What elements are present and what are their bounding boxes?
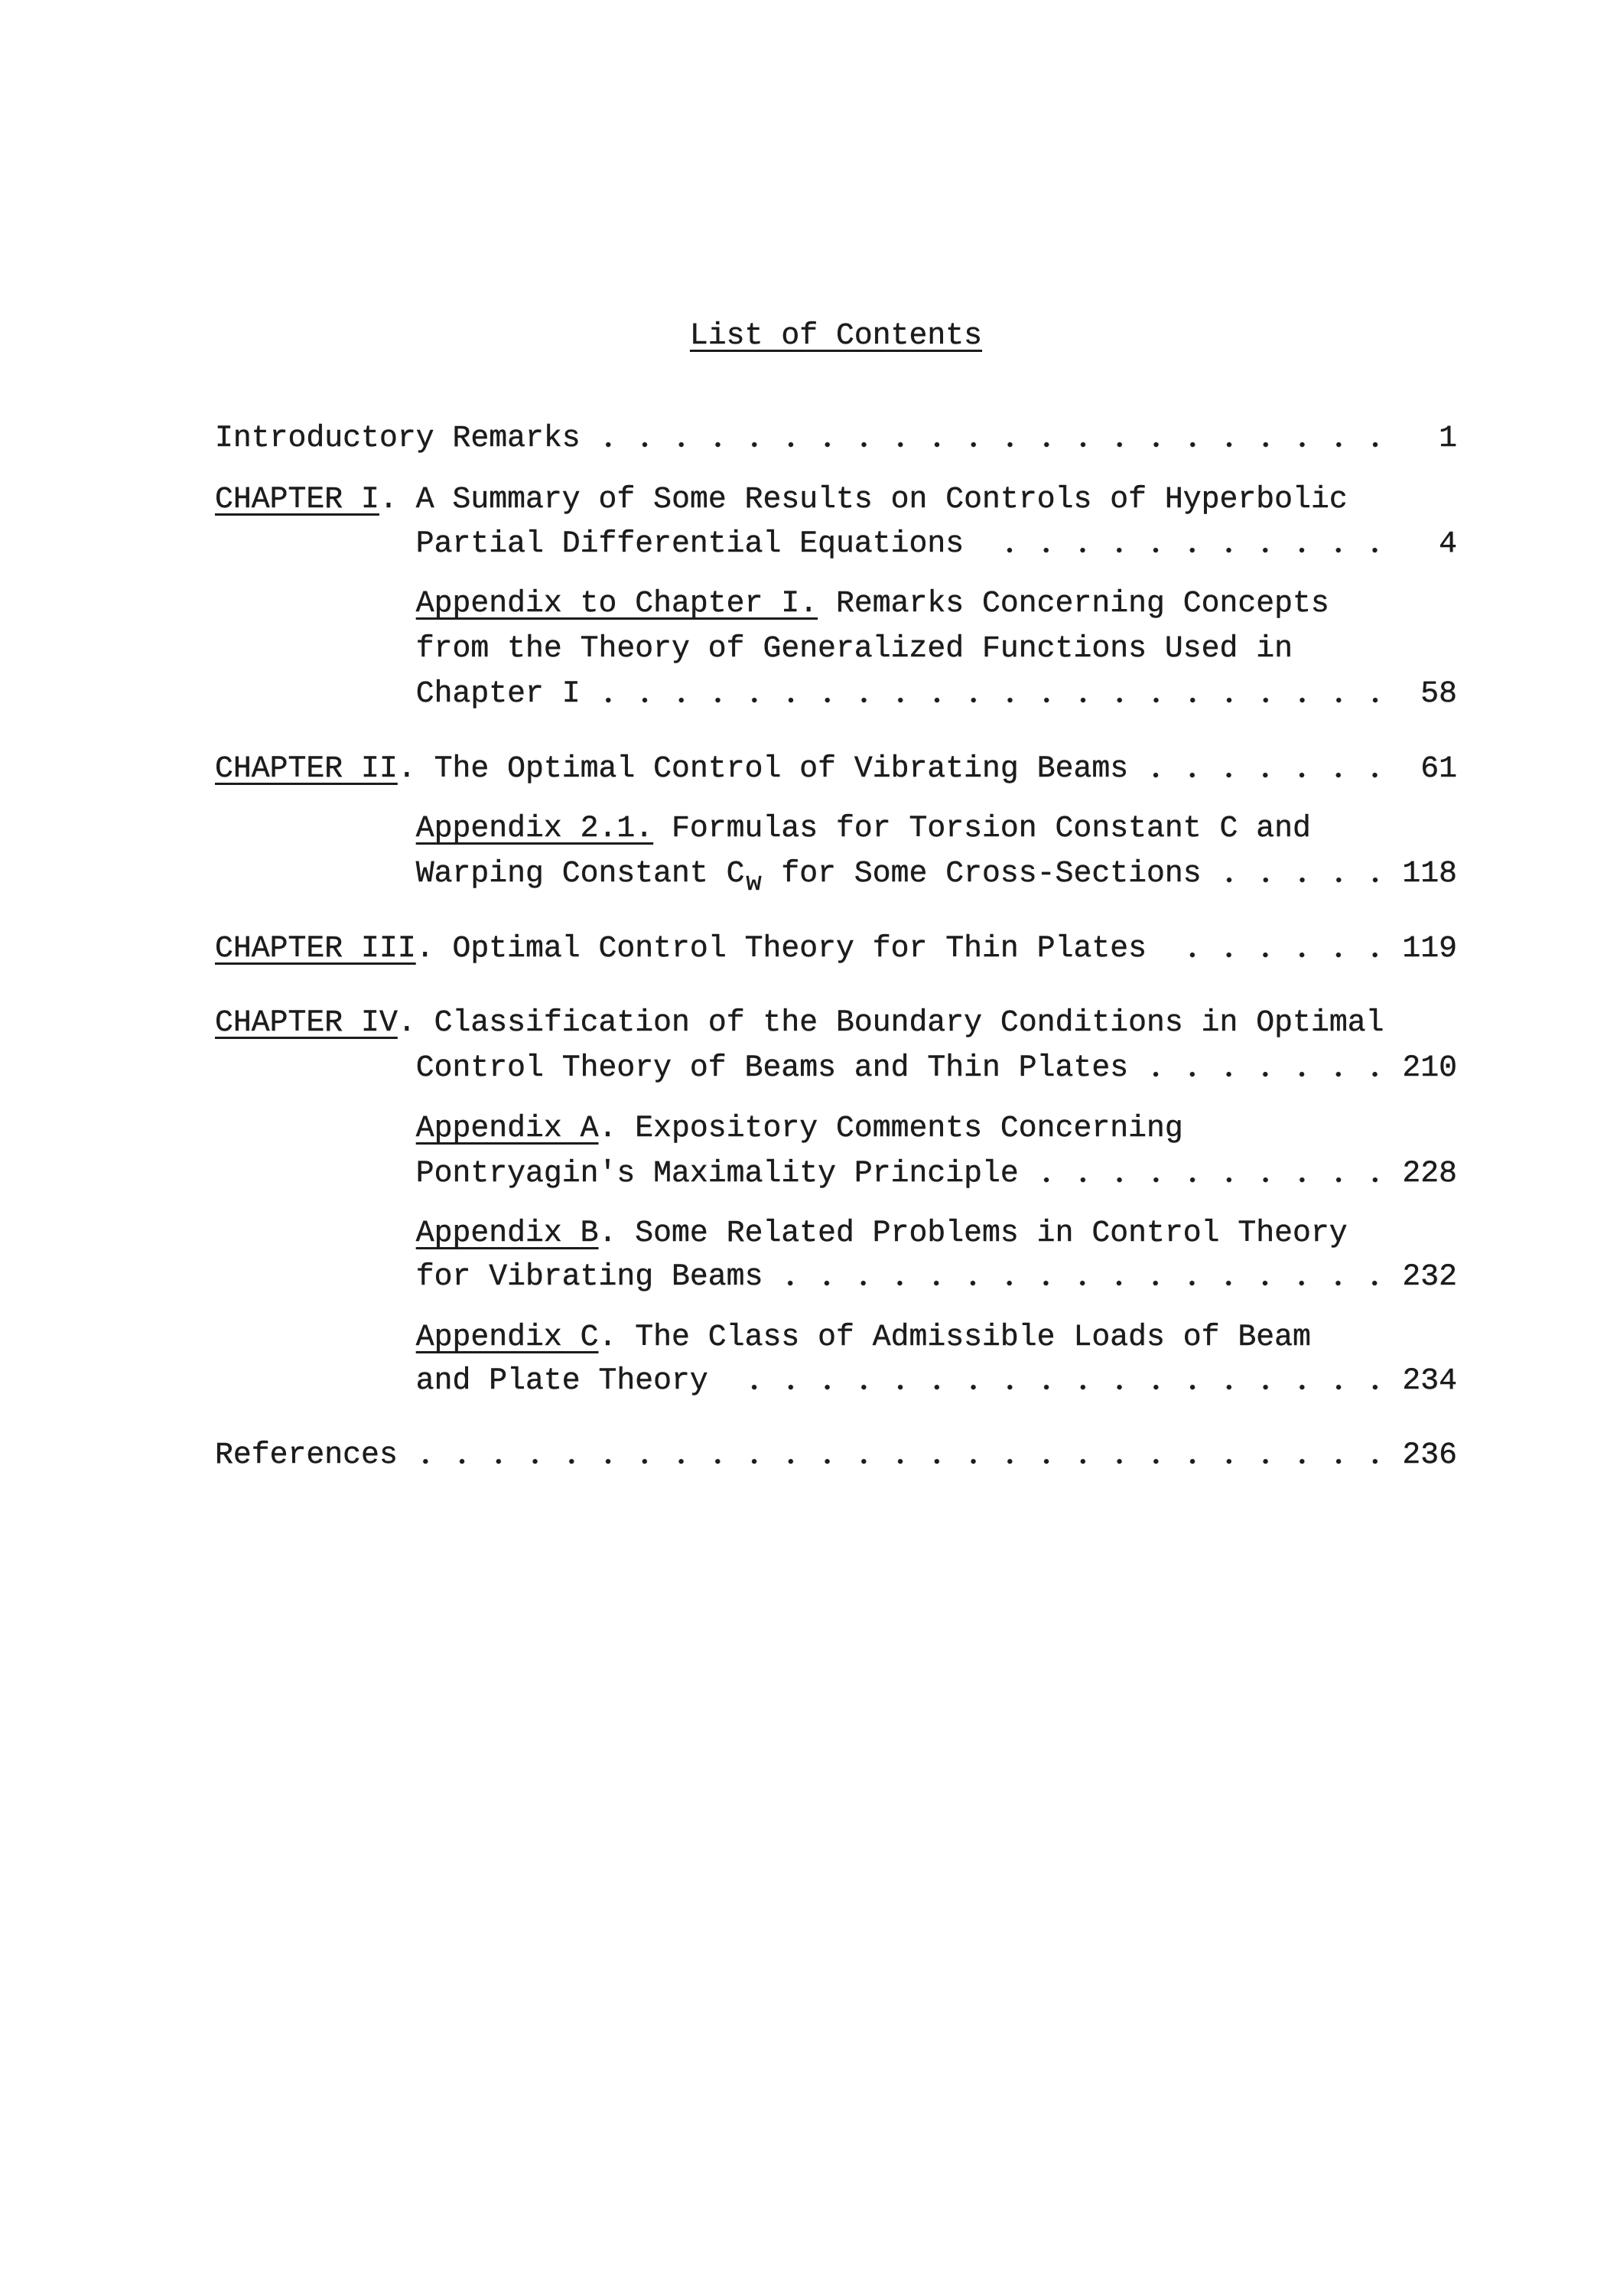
toc-line bbox=[215, 1106, 1457, 1151]
dot-leader bbox=[1165, 927, 1384, 971]
entry-text bbox=[416, 1151, 1019, 1196]
appendix-label: Appendix C bbox=[415, 1320, 599, 1354]
dot-leader bbox=[416, 1433, 1384, 1477]
label-punct: . bbox=[397, 751, 416, 786]
entry-text bbox=[215, 416, 581, 461]
page-number: 61 bbox=[1420, 751, 1457, 786]
label-punct: . bbox=[598, 1111, 617, 1145]
entry-text bbox=[416, 672, 581, 716]
appendix-label: Appendix A bbox=[415, 1111, 599, 1145]
subscript-w: w bbox=[746, 868, 762, 898]
toc-line bbox=[215, 1211, 1457, 1255]
page-number: 4 bbox=[1439, 526, 1457, 561]
entry-text bbox=[416, 1211, 1348, 1255]
entry-text bbox=[215, 477, 1348, 522]
label-punct: . bbox=[415, 931, 434, 966]
toc-line bbox=[215, 581, 1457, 626]
entry-title-line: The Class of Admissible Loads of Beam bbox=[635, 1320, 1311, 1354]
entry-title-line: A Summary of Some Results on Controls of Hyperbolic bbox=[415, 482, 1348, 516]
entry-title-line: Warping Constant C bbox=[415, 856, 745, 891]
entry-title-line: Partial Differential Equations bbox=[415, 526, 965, 561]
subscript-cell bbox=[745, 852, 763, 897]
entry-text bbox=[416, 1106, 1183, 1151]
label-punct: . bbox=[598, 1320, 617, 1354]
dot-leader bbox=[781, 1255, 1384, 1299]
entry-title-line: Chapter I bbox=[415, 676, 581, 711]
page-number: 118 bbox=[1402, 856, 1457, 891]
entry-title-line: Introductory Remarks bbox=[215, 421, 581, 455]
page-title-text: List of Contents bbox=[689, 318, 983, 353]
dot-leader bbox=[1147, 747, 1384, 791]
toc-line bbox=[215, 927, 1457, 971]
page-number: 234 bbox=[1402, 1363, 1457, 1398]
entry-text bbox=[416, 1255, 763, 1299]
entry-title-line: Some Related Problems in Control Theory bbox=[635, 1216, 1348, 1250]
entry-title-line: References bbox=[215, 1438, 398, 1472]
dot-leader bbox=[1220, 852, 1384, 896]
appendix-label: Appendix B bbox=[415, 1216, 599, 1250]
chapter-label: CHAPTER IV bbox=[215, 1005, 398, 1040]
entry-text bbox=[416, 627, 1293, 671]
entry-text bbox=[416, 1046, 1128, 1090]
entry-title-line: Classification of the Boundary Conditions in Optimal bbox=[434, 1005, 1384, 1040]
page-number: 236 bbox=[1402, 1438, 1457, 1472]
page-number: 1 bbox=[1439, 421, 1457, 455]
entry-text bbox=[215, 1433, 398, 1477]
dot-leader bbox=[599, 416, 1384, 461]
toc-line bbox=[215, 1359, 1457, 1403]
toc-line bbox=[215, 627, 1457, 671]
page-number: 228 bbox=[1402, 1156, 1457, 1190]
toc-line bbox=[215, 747, 1457, 791]
toc-line bbox=[215, 1046, 1457, 1090]
page-number: 232 bbox=[1402, 1259, 1457, 1294]
toc-line bbox=[215, 806, 1457, 851]
entry-text bbox=[215, 1001, 1384, 1045]
entry-title-line: Formulas for Torsion Constant C and bbox=[672, 811, 1311, 845]
appendix-label: Appendix to Chapter I. bbox=[415, 586, 818, 620]
toc-line bbox=[215, 522, 1457, 566]
dot-leader bbox=[1037, 1151, 1384, 1196]
entry-title-line: Optimal Control Theory for Thin Plates bbox=[452, 931, 1147, 966]
chapter-label: CHAPTER I bbox=[215, 482, 379, 516]
page-number: 58 bbox=[1420, 676, 1457, 711]
toc-line bbox=[215, 1001, 1457, 1045]
dot-leader bbox=[1147, 1046, 1384, 1090]
entry-title-line: Expository Comments Concerning bbox=[635, 1111, 1183, 1145]
entry-text bbox=[416, 806, 1311, 851]
entry-title-line: and Plate Theory bbox=[415, 1363, 708, 1398]
entry-text bbox=[416, 1315, 1311, 1360]
dot-leader bbox=[727, 1359, 1384, 1403]
toc-line bbox=[215, 477, 1457, 522]
entry-title-line: from the Theory of Generalized Functions Used in bbox=[415, 631, 1293, 666]
entry-title-line: Control Theory of Beams and Thin Plates bbox=[415, 1050, 1129, 1085]
toc-line bbox=[215, 416, 1457, 461]
dot-leader bbox=[599, 672, 1384, 716]
toc-line bbox=[215, 1433, 1457, 1477]
label-punct: . bbox=[598, 1216, 617, 1250]
label-punct: . bbox=[397, 1005, 416, 1040]
toc-line bbox=[215, 852, 1457, 896]
toc-line bbox=[215, 1151, 1457, 1196]
toc-line bbox=[215, 1315, 1457, 1360]
entry-text bbox=[416, 1359, 708, 1403]
entry-title-line: Remarks Concerning Concepts bbox=[835, 586, 1329, 620]
toc-line bbox=[215, 1255, 1457, 1299]
entry-text bbox=[215, 927, 1147, 971]
dot-leader bbox=[982, 522, 1384, 566]
entry-text bbox=[215, 747, 1128, 791]
chapter-label: CHAPTER II bbox=[215, 751, 398, 786]
page-number: 210 bbox=[1402, 1050, 1457, 1085]
page-title bbox=[215, 314, 1457, 358]
entry-title-line-continued: for Some Cross-Sections bbox=[763, 856, 1202, 891]
page-number: 119 bbox=[1402, 931, 1457, 966]
entry-title-line: for Vibrating Beams bbox=[415, 1259, 763, 1294]
toc-line bbox=[215, 672, 1457, 716]
appendix-label: Appendix 2.1. bbox=[415, 811, 654, 845]
entry-title-line: The Optimal Control of Vibrating Beams bbox=[434, 751, 1129, 786]
entry-text bbox=[416, 522, 964, 566]
entry-title-line: Pontryagin's Maximality Principle bbox=[415, 1156, 1019, 1190]
entry-text bbox=[416, 581, 1329, 626]
label-punct: . bbox=[379, 482, 398, 516]
chapter-label: CHAPTER III bbox=[215, 931, 416, 966]
entry-text bbox=[416, 852, 1202, 896]
